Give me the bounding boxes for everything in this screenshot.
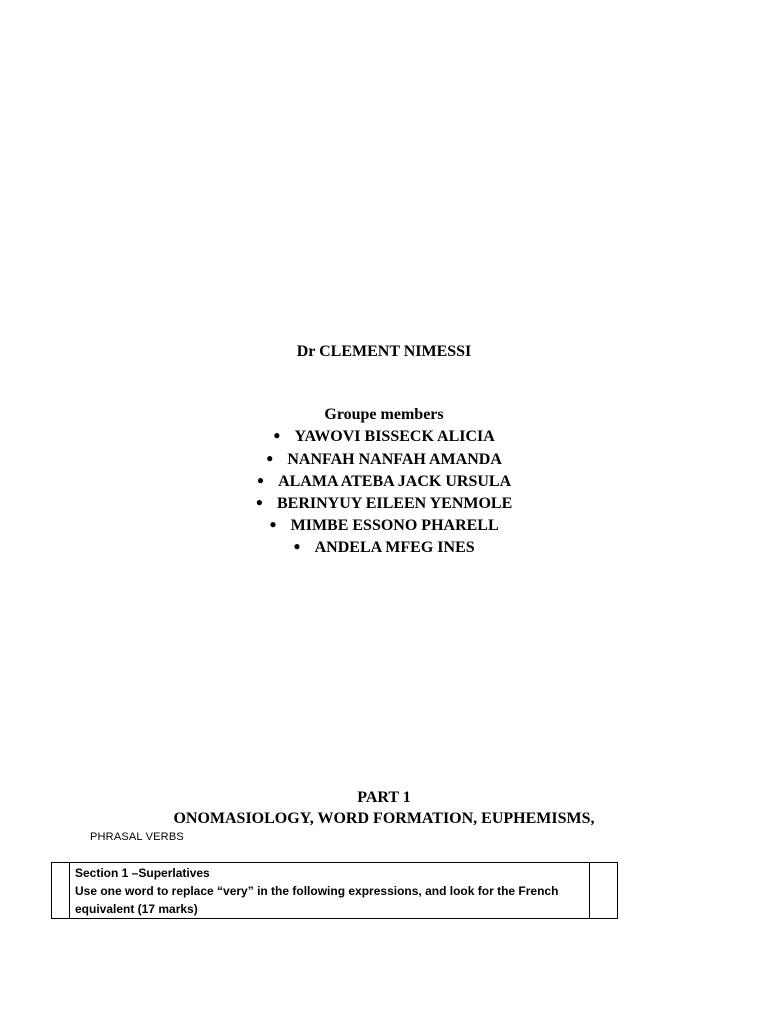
group-members-heading: Groupe members [324, 406, 444, 423]
member-name: MIMBE ESSONO PHARELL [290, 517, 499, 534]
lecturer-name: Dr CLEMENT NIMESSI [296, 343, 472, 360]
member-list-item [0, 428, 768, 446]
table-row [52, 863, 618, 919]
section-instruction-line: equivalent (17 marks) [75, 902, 198, 916]
member-list-item [0, 517, 768, 535]
member-name: ALAMA ATEBA JACK URSULA [278, 473, 512, 490]
part-subtitle: ONOMASIOLOGY, WORD FORMATION, EUPHEMISMS, [173, 810, 595, 827]
member-list-item [0, 451, 768, 469]
bullet-icon: ● [293, 539, 301, 553]
member-name: BERINYUY EILEEN YENMOLE [276, 495, 513, 512]
member-list-item [0, 473, 768, 491]
member-name: NANFAH NANFAH AMANDA [287, 451, 502, 468]
bullet-icon: ● [269, 517, 277, 531]
section-table [51, 862, 618, 919]
part-subtitle-continuation: PHRASAL VERBS [90, 831, 184, 843]
bullet-icon: ● [273, 428, 281, 442]
bullet-icon: ● [255, 495, 263, 509]
member-list-item [0, 495, 768, 513]
bullet-icon: ● [256, 473, 265, 487]
section-instruction-line: Use one word to replace “very” in the following expressions, and look for the French [75, 884, 559, 898]
member-list-item [0, 539, 768, 557]
member-name: ANDELA MFEG INES [314, 539, 475, 556]
table-cell-left [52, 863, 70, 919]
table-cell-right [590, 863, 618, 919]
member-name: YAWOVI BISSECK ALICIA [294, 428, 495, 445]
section-heading: Section 1 –Superlatives [75, 866, 210, 880]
bullet-icon: ● [266, 451, 274, 465]
part-title: PART 1 [357, 789, 411, 806]
table-cell-section [70, 863, 590, 919]
